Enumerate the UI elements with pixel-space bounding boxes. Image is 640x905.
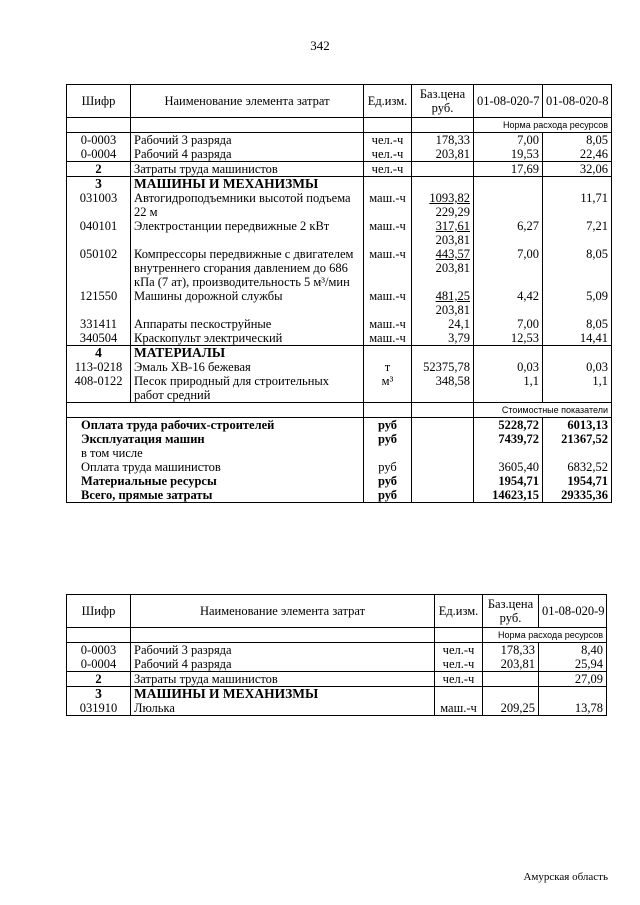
col-header-norm-7: 01-08-020-7 <box>474 85 543 118</box>
table-row <box>67 701 607 716</box>
row-unit: чел.-ч <box>435 643 483 658</box>
table-row <box>67 289 612 317</box>
section-header <box>67 177 612 192</box>
row-price <box>412 162 474 177</box>
cost-row-label: в том числе <box>67 446 364 460</box>
row-price: 203,81 <box>412 147 474 162</box>
cost-row-unit: руб <box>364 432 412 446</box>
cost-row-unit: руб <box>364 460 412 474</box>
row-code: 040101 <box>67 219 131 247</box>
row-norm-7: 1,1 <box>474 374 543 403</box>
col-header-price: Баз.цена руб. <box>483 595 539 628</box>
cost-row-value-8: 6013,13 <box>543 418 612 433</box>
row-name: Эмаль ХВ-16 бежевая <box>131 360 364 374</box>
cost-row-value-8: 29335,36 <box>543 488 612 503</box>
row-code: 0-0004 <box>67 147 131 162</box>
cost-row-value-8 <box>543 446 612 460</box>
row-price <box>483 672 539 687</box>
col-header-unit: Ед.изм. <box>364 85 412 118</box>
cost-row <box>67 460 612 474</box>
row-name: Рабочий 3 разряда <box>131 133 364 148</box>
cost-row-label: Материальные ресурсы <box>67 474 364 488</box>
row-norm-8: 11,71 <box>543 191 612 219</box>
col-header-name: Наименование элемента затрат <box>131 85 364 118</box>
row-code: 050102 <box>67 247 131 289</box>
cost-row-value-7 <box>474 446 543 460</box>
row-norm-7: 17,69 <box>474 162 543 177</box>
row-name: Машины дорожной службы <box>131 289 364 317</box>
row-norm-8: 8,05 <box>543 317 612 331</box>
table-row <box>67 643 607 658</box>
cost-row <box>67 474 612 488</box>
row-code: 121550 <box>67 289 131 317</box>
table-row <box>67 657 607 672</box>
cost-row-label: Эксплуатация машин <box>67 432 364 446</box>
row-unit: маш.-ч <box>364 219 412 247</box>
cost-row <box>67 446 612 460</box>
col-header-price: Баз.цена руб. <box>412 85 474 118</box>
cost-band <box>67 403 612 418</box>
row-unit: чел.-ч <box>364 133 412 148</box>
cost-row-unit: руб <box>364 418 412 433</box>
row-name: Рабочий 4 разряда <box>131 657 435 672</box>
row-name: Люлька <box>131 701 435 716</box>
norm-band <box>67 628 607 643</box>
row-price: 52375,78 <box>412 360 474 374</box>
row-unit: чел.-ч <box>435 657 483 672</box>
row-code: 0-0004 <box>67 657 131 672</box>
row-code: 113-0218 <box>67 360 131 374</box>
row-price: 481,25 <box>435 289 470 303</box>
row-norm-9: 8,40 <box>539 643 607 658</box>
row-code: 2 <box>67 672 131 687</box>
row-price: 443,57 <box>435 247 470 261</box>
row-code: 2 <box>67 162 131 177</box>
row-norm-7: 19,53 <box>474 147 543 162</box>
row-unit: маш.-ч <box>364 289 412 317</box>
table-row <box>67 247 612 289</box>
page-number: 342 <box>310 38 330 53</box>
row-price-operator: 229,29 <box>435 205 470 219</box>
table-row <box>67 219 612 247</box>
norm-label: Норма расхода ресурсов <box>474 118 612 133</box>
cost-row <box>67 418 612 433</box>
norm-label: Норма расхода ресурсов <box>483 628 607 643</box>
row-norm-8: 7,21 <box>543 219 612 247</box>
section-title: МАШИНЫ И МЕХАНИЗМЫ <box>131 687 435 702</box>
col-header-norm-8: 01-08-020-8 <box>543 85 612 118</box>
section-title: МАШИНЫ И МЕХАНИЗМЫ <box>131 177 364 192</box>
table-row <box>67 147 612 162</box>
section-number: 3 <box>67 177 131 192</box>
row-price: 3,79 <box>412 331 474 346</box>
cost-row-value-7: 3605,40 <box>474 460 543 474</box>
table-row <box>67 331 612 346</box>
row-norm-9: 25,94 <box>539 657 607 672</box>
row-name: Песок природный для строительных работ средний <box>131 374 364 403</box>
row-name: Электростанции передвижные 2 кВт <box>131 219 364 247</box>
row-code: 031910 <box>67 701 131 716</box>
row-unit: маш.-ч <box>364 191 412 219</box>
row-unit: чел.-ч <box>364 162 412 177</box>
row-unit: т <box>364 360 412 374</box>
section-header <box>67 346 612 361</box>
row-norm-8: 0,03 <box>543 360 612 374</box>
table-header <box>67 85 612 118</box>
row-unit: чел.-ч <box>435 672 483 687</box>
cost-row-label: Всего, прямые затраты <box>67 488 364 503</box>
row-price: 317,61 <box>435 219 470 233</box>
cost-row-label: Оплата труда рабочих-строителей <box>67 418 364 433</box>
table-row <box>67 317 612 331</box>
row-unit: м³ <box>364 374 412 403</box>
table-row <box>67 162 612 177</box>
row-norm-9: 27,09 <box>539 672 607 687</box>
col-header-code: Шифр <box>67 595 131 628</box>
cost-row <box>67 432 612 446</box>
row-name: Аппараты пескоструйные <box>131 317 364 331</box>
row-name: Краскопульт электрический <box>131 331 364 346</box>
row-price: 348,58 <box>412 374 474 403</box>
section-number: 4 <box>67 346 131 361</box>
table-row <box>67 133 612 148</box>
row-norm-7: 4,42 <box>474 289 543 317</box>
row-price: 24,1 <box>412 317 474 331</box>
section-title: МАТЕРИАЛЫ <box>131 346 364 361</box>
row-price-operator: 203,81 <box>435 261 470 275</box>
row-norm-7: 7,00 <box>474 133 543 148</box>
table-header <box>67 595 607 628</box>
cost-row-value-8: 6832,52 <box>543 460 612 474</box>
row-name: Рабочий 3 разряда <box>131 643 435 658</box>
cost-row-value-7: 14623,15 <box>474 488 543 503</box>
resource-table-1 <box>66 84 612 503</box>
cost-row-unit: руб <box>364 488 412 503</box>
row-code: 0-0003 <box>67 133 131 148</box>
row-norm-7: 7,00 <box>474 317 543 331</box>
cost-label: Стоимостные показатели <box>474 403 612 418</box>
col-header-code: Шифр <box>67 85 131 118</box>
row-price-operator: 203,81 <box>435 303 470 317</box>
cost-row-value-7: 1954,71 <box>474 474 543 488</box>
row-code: 0-0003 <box>67 643 131 658</box>
row-code: 340504 <box>67 331 131 346</box>
row-norm-7: 12,53 <box>474 331 543 346</box>
col-header-norm-9: 01-08-020-9 <box>539 595 607 628</box>
norm-band <box>67 118 612 133</box>
row-unit: маш.-ч <box>364 331 412 346</box>
cost-row-value-8: 21367,52 <box>543 432 612 446</box>
cost-row-unit: руб <box>364 474 412 488</box>
row-norm-9: 13,78 <box>539 701 607 716</box>
section-number: 3 <box>67 687 131 702</box>
row-price: 1093,82 <box>429 191 470 205</box>
row-price-operator: 203,81 <box>435 233 470 247</box>
row-norm-8: 32,06 <box>543 162 612 177</box>
row-code: 031003 <box>67 191 131 219</box>
row-norm-7 <box>474 191 543 219</box>
resource-table-2 <box>66 594 607 716</box>
row-name: Рабочий 4 разряда <box>131 147 364 162</box>
col-header-unit: Ед.изм. <box>435 595 483 628</box>
row-norm-8: 8,05 <box>543 133 612 148</box>
row-price: 178,33 <box>483 643 539 658</box>
row-unit: маш.-ч <box>364 317 412 331</box>
section-header <box>67 687 607 702</box>
row-name: Компрессоры передвижные с двигателем внутреннего сгорания давлением до 686 кПа (7 ат), производительность 5 м³/мин <box>131 247 364 289</box>
table-row <box>67 672 607 687</box>
row-norm-7: 6,27 <box>474 219 543 247</box>
row-unit: чел.-ч <box>364 147 412 162</box>
row-price: 209,25 <box>483 701 539 716</box>
table-row <box>67 360 612 374</box>
row-unit: маш.-ч <box>435 701 483 716</box>
footer-region: Амурская область <box>523 871 608 883</box>
row-name: Автогидроподъемники высотой подъема 22 м <box>131 191 364 219</box>
cost-row-unit <box>364 446 412 460</box>
cost-row-label: Оплата труда машинистов <box>67 460 364 474</box>
row-norm-8: 8,05 <box>543 247 612 289</box>
cost-row <box>67 488 612 503</box>
row-norm-8: 1,1 <box>543 374 612 403</box>
row-norm-8: 22,46 <box>543 147 612 162</box>
row-norm-7: 0,03 <box>474 360 543 374</box>
row-price: 178,33 <box>412 133 474 148</box>
table-row <box>67 374 612 403</box>
row-norm-8: 14,41 <box>543 331 612 346</box>
row-name: Затраты труда машинистов <box>131 162 364 177</box>
row-unit: маш.-ч <box>364 247 412 289</box>
table-row <box>67 191 612 219</box>
row-price: 203,81 <box>483 657 539 672</box>
cost-row-value-7: 7439,72 <box>474 432 543 446</box>
row-code: 331411 <box>67 317 131 331</box>
row-norm-7: 7,00 <box>474 247 543 289</box>
cost-row-value-8: 1954,71 <box>543 474 612 488</box>
col-header-name: Наименование элемента затрат <box>131 595 435 628</box>
row-code: 408-0122 <box>67 374 131 403</box>
row-norm-8: 5,09 <box>543 289 612 317</box>
cost-row-value-7: 5228,72 <box>474 418 543 433</box>
row-name: Затраты труда машинистов <box>131 672 435 687</box>
